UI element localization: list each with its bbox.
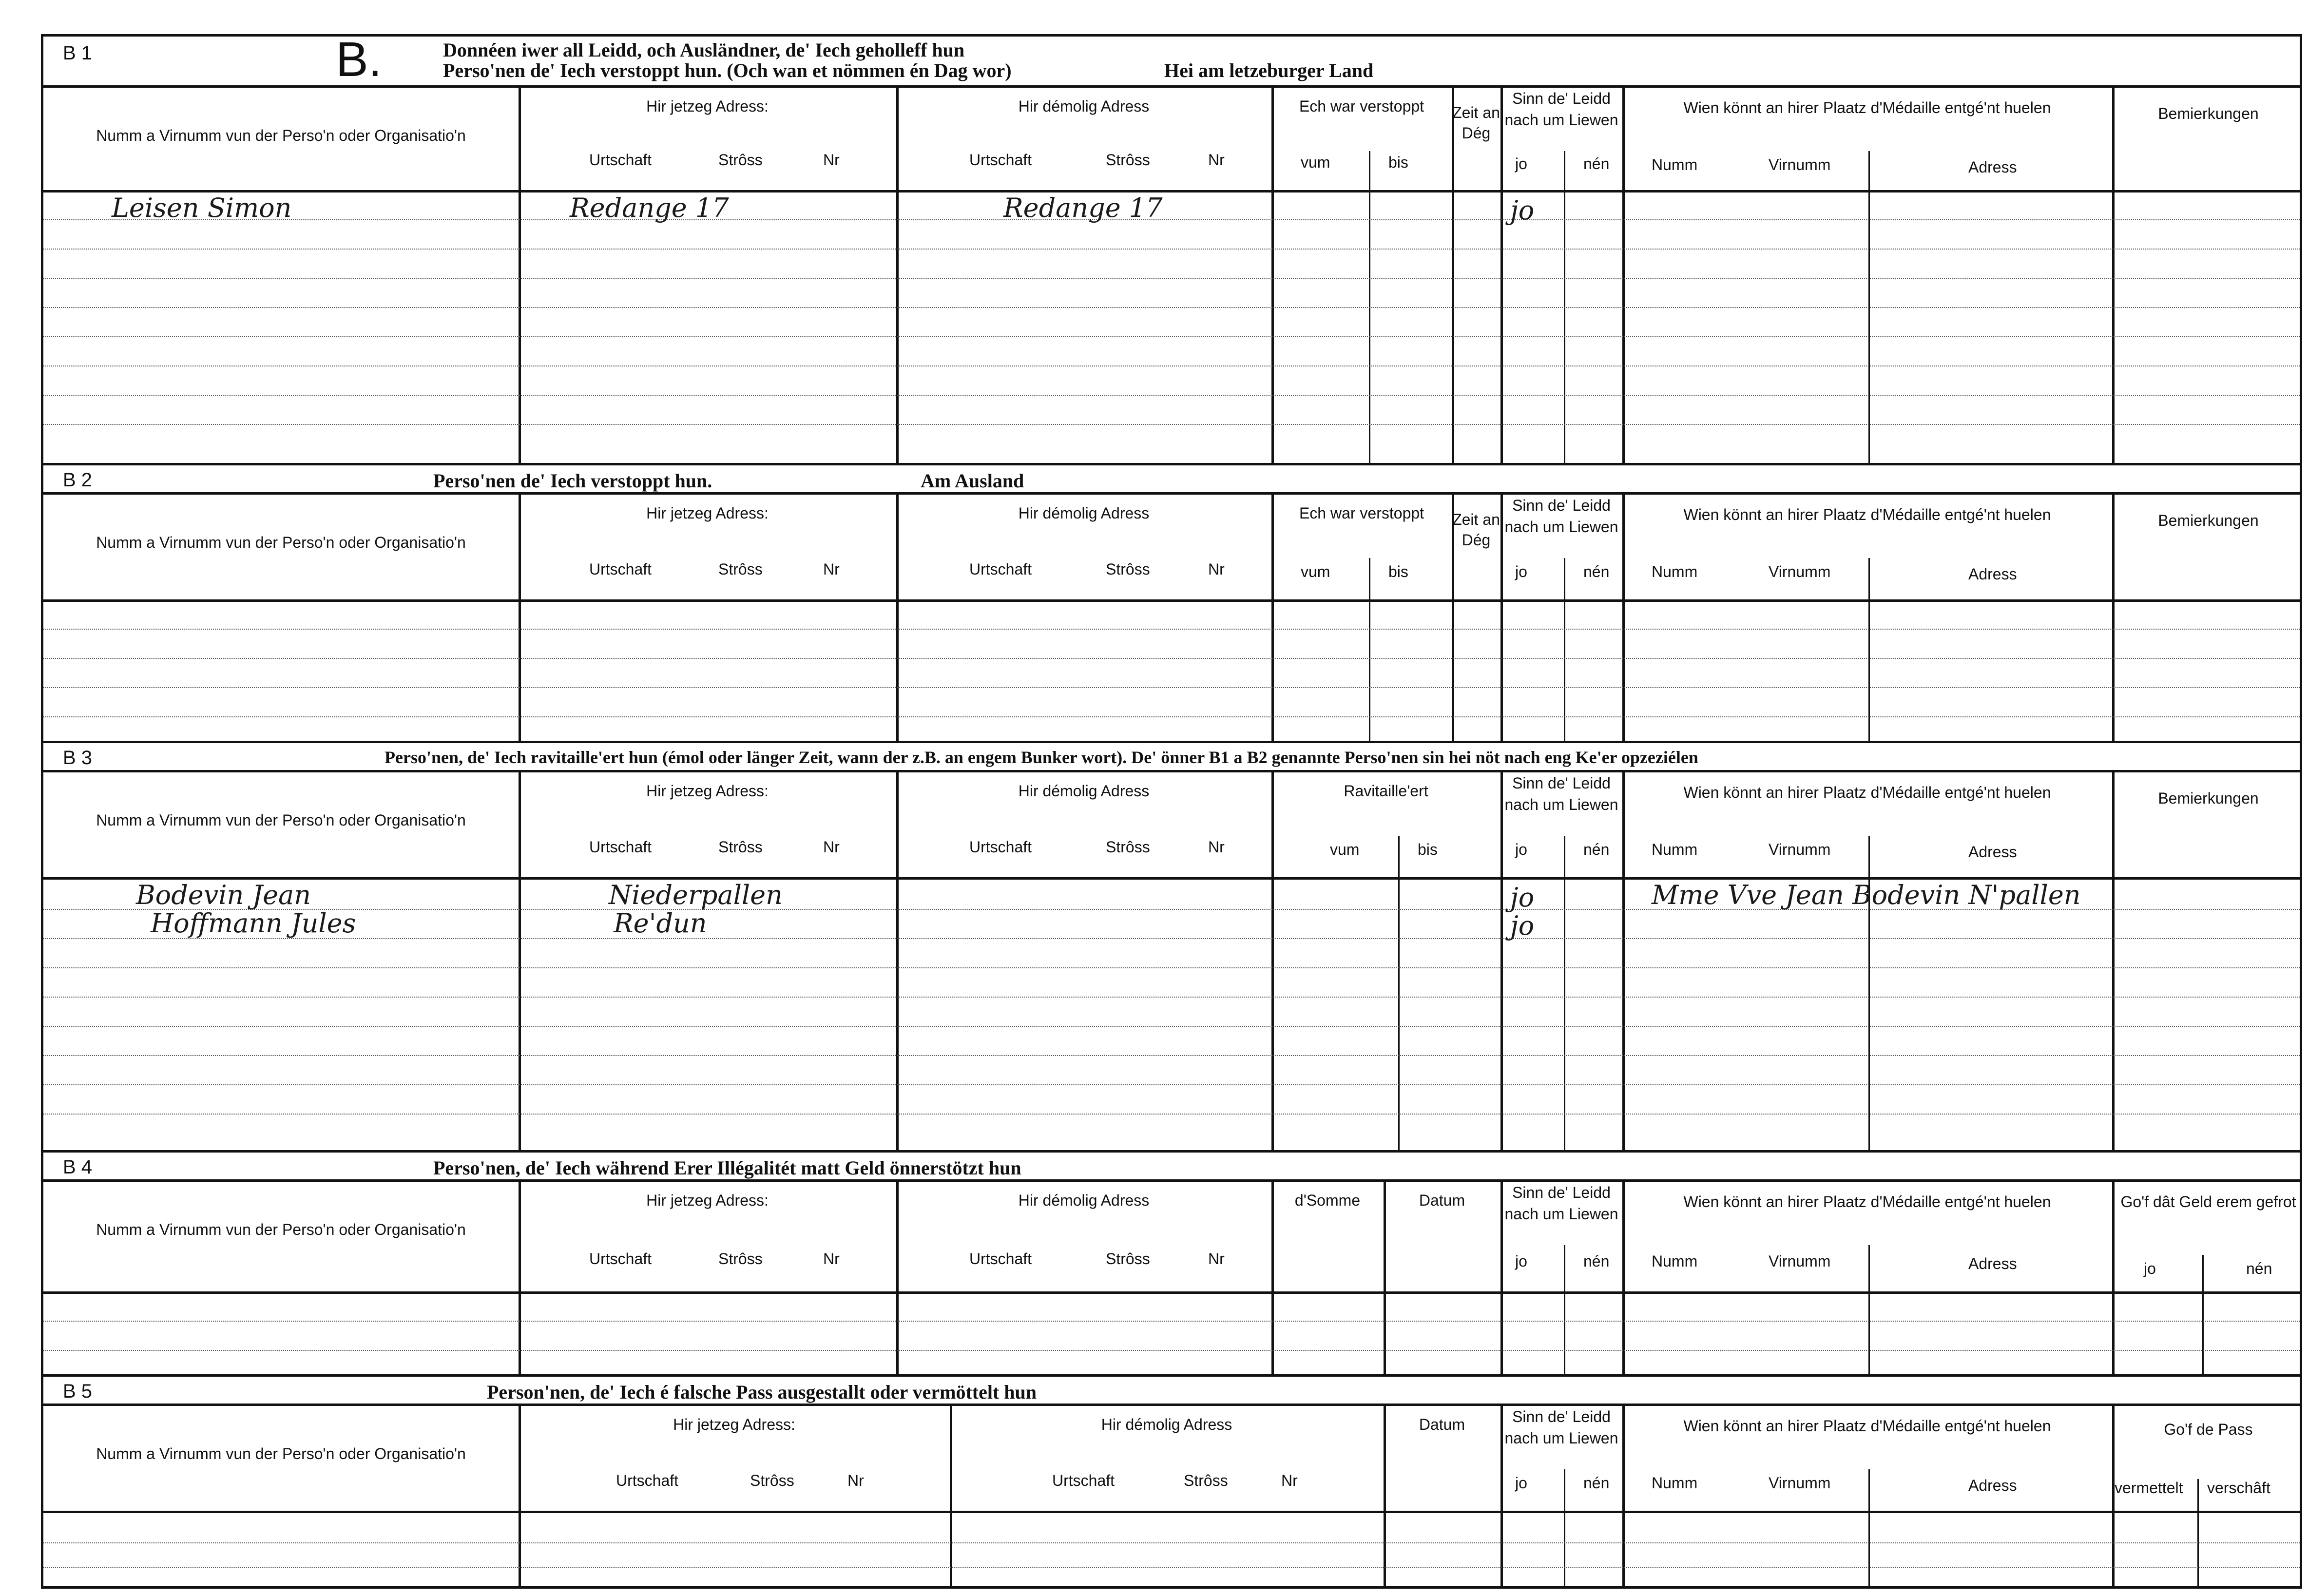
header-former-address: Hir démolig Adress <box>1018 504 1150 522</box>
section-title: Perso'nen de' Iech verstoppt hun. <box>433 470 712 492</box>
header-bis: bis <box>1418 841 1438 858</box>
header-current-address: Hir jetzeg Adress: <box>646 504 769 522</box>
header-current-address: Hir jetzeg Adress: <box>646 1192 769 1209</box>
header-zeit: Zeit an Dég <box>1452 511 1500 549</box>
section-title-land: Am Ausland <box>921 470 1024 492</box>
header-stross: Strôss <box>718 151 763 169</box>
header-nr: Nr <box>823 151 840 169</box>
b3-entry2-alive: jo <box>1510 910 1535 941</box>
header-nr: Nr <box>847 1472 864 1489</box>
header-stross: Strôss <box>718 1250 763 1268</box>
section-b3 <box>43 741 2300 1150</box>
header-virnumm: Virnumm <box>1769 1252 1831 1270</box>
section-title-line2: Perso'nen de' Iech verstoppt hun. (Och wan et nömmen én Dag wor) <box>443 59 1012 81</box>
header-name: Numm a Virnumm vun der Perso'n oder Organisatio'n <box>96 811 466 829</box>
header-zeit: Zeit an Dég <box>1452 104 1500 142</box>
header-urtschaft: Urtschaft <box>969 560 1032 578</box>
header-datum: Datum <box>1419 1416 1465 1433</box>
b1-entry-name: Leisen Simon <box>112 192 292 223</box>
header-remarks: Bemierkungen <box>2158 105 2259 122</box>
header-hidden: Ech war verstoppt <box>1299 504 1424 522</box>
header-urtschaft: Urtschaft <box>589 560 652 578</box>
header-former-address: Hir démolig Adress <box>1018 782 1150 800</box>
header-remarks: Bemierkungen <box>2158 789 2259 807</box>
header-jo: jo <box>1515 841 1527 858</box>
header-money-returned: Go'f dât Geld erem gefrot <box>2120 1193 2296 1211</box>
section-title: Perso'nen, de' Iech ravitaille'ert hun (émol oder länger Zeit, wann der z.B. an engem Bunker wort). De' önner B1 a B2 genannte Perso'nen sin hei nöt nach eng Ke'er opzeziélen <box>385 748 1698 767</box>
b3-entry2-current-address: Re'dun <box>614 908 707 939</box>
b3-entry1-medal-recipient: Mme Vve Jean Bodevin N'pallen <box>1652 880 2081 910</box>
header-vermettelt: vermettelt <box>2115 1479 2183 1497</box>
header-jo: jo <box>1515 1252 1527 1270</box>
b3-entry1-current-address: Niederpallen <box>609 880 783 910</box>
header-numm: Numm <box>1652 1474 1698 1492</box>
header-alive: Sinn de' Leidd nach um Liewen <box>1504 774 1618 813</box>
header-virnumm: Virnumm <box>1769 563 1831 580</box>
header-medal: Wien könnt an hirer Plaatz d'Médaille entgé'nt huelen <box>1683 784 2051 801</box>
section-b2 <box>43 463 2300 741</box>
b1-grid <box>43 85 2300 463</box>
b5-grid <box>43 1404 2300 1589</box>
header-stross: Strôss <box>1106 1250 1150 1268</box>
header-nen: nén <box>1583 155 1610 173</box>
header-current-address: Hir jetzeg Adress: <box>646 782 769 800</box>
header-urtschaft: Urtschaft <box>589 838 652 856</box>
form-page <box>41 34 2302 1589</box>
section-letter: B. <box>336 32 382 87</box>
header-nen: nén <box>2246 1260 2272 1277</box>
header-urtschaft: Urtschaft <box>616 1472 679 1489</box>
header-numm: Numm <box>1652 1252 1698 1270</box>
header-urtschaft: Urtschaft <box>1052 1472 1115 1489</box>
header-current-address: Hir jetzeg Adress: <box>673 1416 795 1433</box>
header-medal: Wien könnt an hirer Plaatz d'Médaille entgé'nt huelen <box>1683 99 2051 116</box>
header-vum: vum <box>1330 841 1360 858</box>
section-code: B 1 <box>63 42 93 64</box>
b3-entry2-name: Hoffmann Jules <box>151 908 356 939</box>
header-name: Numm a Virnumm vun der Perso'n oder Organisatio'n <box>96 127 466 144</box>
header-stross: Strôss <box>1106 151 1150 169</box>
header-adress: Adress <box>1968 158 2017 176</box>
header-numm: Numm <box>1652 156 1698 173</box>
section-code: B 3 <box>63 747 93 769</box>
header-urtschaft: Urtschaft <box>969 151 1032 169</box>
header-stross: Strôss <box>1106 560 1150 578</box>
header-nen: nén <box>1583 1252 1610 1270</box>
header-nr: Nr <box>1208 838 1225 856</box>
header-ravitailleert: Ravitaille'ert <box>1344 782 1428 800</box>
b4-grid <box>43 1179 2300 1374</box>
section-code: B 2 <box>63 469 93 491</box>
header-adress: Adress <box>1968 843 2017 861</box>
header-vum: vum <box>1301 154 1330 171</box>
header-verschaft: verschâft <box>2207 1479 2270 1497</box>
b3-entry1-alive: jo <box>1510 882 1535 913</box>
header-virnumm: Virnumm <box>1769 841 1831 858</box>
section-title-land: Hei am letzeburger Land <box>1164 59 1374 81</box>
header-virnumm: Virnumm <box>1769 1474 1831 1492</box>
section-code: B 4 <box>63 1156 93 1178</box>
header-urtschaft: Urtschaft <box>589 1250 652 1268</box>
header-urtschaft: Urtschaft <box>969 838 1032 856</box>
header-alive: Sinn de' Leidd nach um Liewen <box>1504 1408 1618 1447</box>
section-b4 <box>43 1150 2300 1374</box>
header-nr: Nr <box>823 560 840 578</box>
header-nen: nén <box>1583 1474 1610 1492</box>
b2-grid <box>43 492 2300 741</box>
header-adress: Adress <box>1968 1477 2017 1494</box>
header-nen: nén <box>1583 841 1610 858</box>
header-nen: nén <box>1583 563 1610 580</box>
header-name: Numm a Virnumm vun der Perso'n oder Organisatio'n <box>96 1221 466 1238</box>
header-nr: Nr <box>1208 151 1225 169</box>
header-pass-given: Go'f de Pass <box>2164 1421 2253 1438</box>
header-jo: jo <box>2144 1260 2156 1277</box>
header-numm: Numm <box>1652 841 1698 858</box>
header-virnumm: Virnumm <box>1769 156 1831 173</box>
b3-grid <box>43 770 2300 1150</box>
section-b1 <box>43 32 2300 463</box>
header-numm: Numm <box>1652 563 1698 580</box>
header-hidden: Ech war verstoppt <box>1299 97 1424 115</box>
header-somme: d'Somme <box>1294 1192 1361 1209</box>
section-title: Person'nen, de' Iech é falsche Pass ausgestallt oder vermöttelt hun <box>487 1381 1037 1403</box>
header-nr: Nr <box>1208 560 1225 578</box>
header-remarks: Bemierkungen <box>2158 512 2259 529</box>
section-b5 <box>43 1374 2300 1591</box>
header-jo: jo <box>1515 1474 1527 1492</box>
header-alive: Sinn de' Leidd nach um Liewen <box>1504 497 1618 536</box>
header-name: Numm a Virnumm vun der Perso'n oder Organisatio'n <box>96 534 466 551</box>
header-former-address: Hir démolig Adress <box>1018 97 1150 115</box>
header-nr: Nr <box>823 838 840 856</box>
header-current-address: Hir jetzeg Adress: <box>646 97 769 115</box>
header-jo: jo <box>1515 155 1527 173</box>
header-stross: Strôss <box>1184 1472 1228 1489</box>
b1-entry-alive: jo <box>1510 195 1535 226</box>
header-nr: Nr <box>1281 1472 1298 1489</box>
header-nr: Nr <box>1208 1250 1225 1268</box>
header-alive: Sinn de' Leidd nach um Liewen <box>1504 1184 1618 1223</box>
header-datum: Datum <box>1419 1192 1465 1209</box>
header-nr: Nr <box>823 1250 840 1268</box>
section-title-line1: Donnéen iwer all Leidd, och Ausländner, de' Iech geholleff hun <box>443 39 965 61</box>
header-stross: Strôss <box>1106 838 1150 856</box>
header-former-address: Hir démolig Adress <box>1101 1416 1232 1433</box>
header-stross: Strôss <box>750 1472 794 1489</box>
b1-entry-current-address: Redange 17 <box>570 192 729 223</box>
header-medal: Wien könnt an hirer Plaatz d'Médaille entgé'nt huelen <box>1683 1417 2051 1435</box>
header-stross: Strôss <box>718 838 763 856</box>
header-former-address: Hir démolig Adress <box>1018 1192 1150 1209</box>
header-adress: Adress <box>1968 1255 2017 1272</box>
b3-entry1-name: Bodevin Jean <box>136 880 311 910</box>
header-medal: Wien könnt an hirer Plaatz d'Médaille entgé'nt huelen <box>1683 506 2051 523</box>
header-bis: bis <box>1388 154 1408 171</box>
section-code: B 5 <box>63 1381 93 1402</box>
b1-entry-former-address: Redange 17 <box>1003 192 1163 223</box>
header-adress: Adress <box>1968 565 2017 583</box>
section-title: Perso'nen, de' Iech während Erer Illégalitét matt Geld önnerstötzt hun <box>433 1157 1021 1179</box>
header-bis: bis <box>1388 563 1408 580</box>
header-alive: Sinn de' Leidd nach um Liewen <box>1504 90 1618 129</box>
header-medal: Wien könnt an hirer Plaatz d'Médaille entgé'nt huelen <box>1683 1193 2051 1211</box>
header-stross: Strôss <box>718 560 763 578</box>
header-vum: vum <box>1301 563 1330 580</box>
header-urtschaft: Urtschaft <box>969 1250 1032 1268</box>
header-urtschaft: Urtschaft <box>589 151 652 169</box>
header-name: Numm a Virnumm vun der Perso'n oder Organisatio'n <box>96 1445 466 1462</box>
header-jo: jo <box>1515 563 1527 580</box>
